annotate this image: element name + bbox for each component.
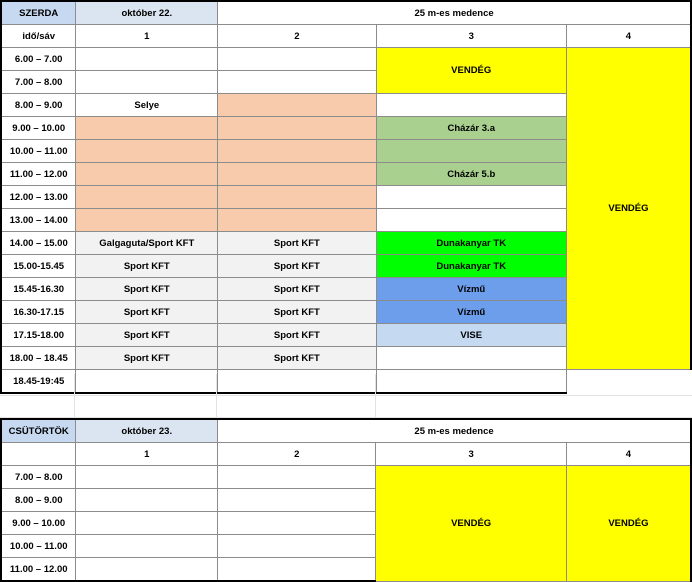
time-cell: 11.00 – 12.00 xyxy=(1,163,76,186)
lane-1-cell xyxy=(76,186,218,209)
time-cell: 17.15-18.00 xyxy=(1,324,76,347)
lane-1-cell xyxy=(76,117,218,140)
lane-3-guest-cell: VENDÉG xyxy=(376,466,566,582)
lane-2-cell xyxy=(218,71,376,94)
lane-3-cell xyxy=(376,94,566,117)
thursday-schedule-table xyxy=(0,418,692,582)
lane-1-cell: Selye xyxy=(76,94,218,117)
lane-2-cell xyxy=(218,512,376,535)
lane-2-cell: Sport KFT xyxy=(218,301,376,324)
time-cell: 6.00 – 7.00 xyxy=(1,48,76,71)
lane-3-cell: Vízmű xyxy=(376,301,566,324)
lane-2-cell: Sport KFT xyxy=(218,347,376,370)
time-cell: 18.00 – 18.45 xyxy=(1,347,76,370)
time-cell: 8.00 – 9.00 xyxy=(1,489,76,512)
lane-3-cell: Cházár 5.b xyxy=(376,163,566,186)
lane-1-cell xyxy=(76,48,218,71)
date-label: október 23. xyxy=(76,419,218,443)
lane-1-header: 1 xyxy=(76,443,218,466)
time-lane-header: idő/sáv xyxy=(1,25,76,48)
lane-2-cell xyxy=(218,48,376,71)
lane-4-header: 4 xyxy=(566,443,691,466)
time-cell: 15.45-16.30 xyxy=(1,278,76,301)
day-label: CSÜTÖRTÖK xyxy=(1,419,76,443)
lane-2-cell xyxy=(218,466,376,489)
table-row xyxy=(1,466,691,489)
time-cell: 15.00-15.45 xyxy=(1,255,76,278)
lane-2-cell: Sport KFT xyxy=(218,324,376,347)
lane-2-cell xyxy=(218,535,376,558)
empty-spreadsheet-row xyxy=(0,374,692,396)
lane-4-guest-cell: VENDÉG xyxy=(566,466,691,582)
time-cell: 16.30-17.15 xyxy=(1,301,76,324)
lane-1-cell: Sport KFT xyxy=(76,301,218,324)
time-cell: 10.00 – 11.00 xyxy=(1,140,76,163)
lane-4-guest-cell: VENDÉG xyxy=(566,48,691,370)
lane-2-cell xyxy=(218,489,376,512)
time-cell: 18.45-19:45 xyxy=(1,370,76,394)
lane-3-header: 3 xyxy=(376,25,566,48)
lane-3-cell: Dunakanyar TK xyxy=(376,232,566,255)
lane-2-cell xyxy=(218,558,376,582)
lane-4-header: 4 xyxy=(566,25,691,48)
lane-2-cell xyxy=(218,94,376,117)
lane-2-cell xyxy=(218,140,376,163)
table-header-row xyxy=(1,419,691,443)
table-row xyxy=(1,48,691,71)
lane-1-cell xyxy=(76,71,218,94)
lane-3-cell xyxy=(376,140,566,163)
time-cell: 12.00 – 13.00 xyxy=(1,186,76,209)
lane-3-cell: Vízmű xyxy=(376,278,566,301)
lane-2-cell xyxy=(218,163,376,186)
time-lane-header xyxy=(1,443,76,466)
lane-3-header: 3 xyxy=(376,443,566,466)
time-cell: 13.00 – 14.00 xyxy=(1,209,76,232)
lane-3-cell xyxy=(376,209,566,232)
lane-1-cell xyxy=(76,163,218,186)
lane-3-cell: Cházár 3.a xyxy=(376,117,566,140)
lane-2-cell: Sport KFT xyxy=(218,278,376,301)
lane-3-cell: VISE xyxy=(376,324,566,347)
lane-1-cell: Sport KFT xyxy=(76,347,218,370)
lane-1-cell: Sport KFT xyxy=(76,324,218,347)
lane-1-cell xyxy=(76,512,218,535)
time-cell: 10.00 – 11.00 xyxy=(1,535,76,558)
lane-2-header: 2 xyxy=(218,25,376,48)
time-cell: 9.00 – 10.00 xyxy=(1,117,76,140)
time-cell: 8.00 – 9.00 xyxy=(1,94,76,117)
pool-label: 25 m-es medence xyxy=(218,419,691,443)
lane-1-cell xyxy=(76,558,218,582)
time-cell: 7.00 – 8.00 xyxy=(1,71,76,94)
empty-spreadsheet-row xyxy=(0,396,692,418)
lane-1-cell xyxy=(76,209,218,232)
date-label: október 22. xyxy=(76,1,218,25)
lane-2-header: 2 xyxy=(218,443,376,466)
time-cell: 11.00 – 12.00 xyxy=(1,558,76,582)
lane-3-cell xyxy=(376,186,566,209)
lane-2-cell xyxy=(218,209,376,232)
lane-1-header: 1 xyxy=(76,25,218,48)
lane-3-guest-cell: VENDÉG xyxy=(376,48,566,94)
lane-3-cell xyxy=(376,347,566,370)
lane-2-cell xyxy=(218,117,376,140)
lane-header-row xyxy=(1,25,691,48)
lane-2-cell: Sport KFT xyxy=(218,232,376,255)
pool-label: 25 m-es medence xyxy=(218,1,691,25)
lane-1-cell: Sport KFT xyxy=(76,278,218,301)
lane-header-row xyxy=(1,443,691,466)
lane-1-cell: Sport KFT xyxy=(76,255,218,278)
time-cell: 9.00 – 10.00 xyxy=(1,512,76,535)
time-cell: 7.00 – 8.00 xyxy=(1,466,76,489)
day-label: SZERDA xyxy=(1,1,76,25)
lane-3-cell: Dunakanyar TK xyxy=(376,255,566,278)
lane-1-cell xyxy=(76,466,218,489)
lane-2-cell xyxy=(218,186,376,209)
table-header-row xyxy=(1,1,691,25)
lane-1-cell xyxy=(76,140,218,163)
lane-1-cell: Galgaguta/Sport KFT xyxy=(76,232,218,255)
lane-2-cell: Sport KFT xyxy=(218,255,376,278)
lane-1-cell xyxy=(76,489,218,512)
lane-1-cell xyxy=(76,535,218,558)
time-cell: 14.00 – 15.00 xyxy=(1,232,76,255)
